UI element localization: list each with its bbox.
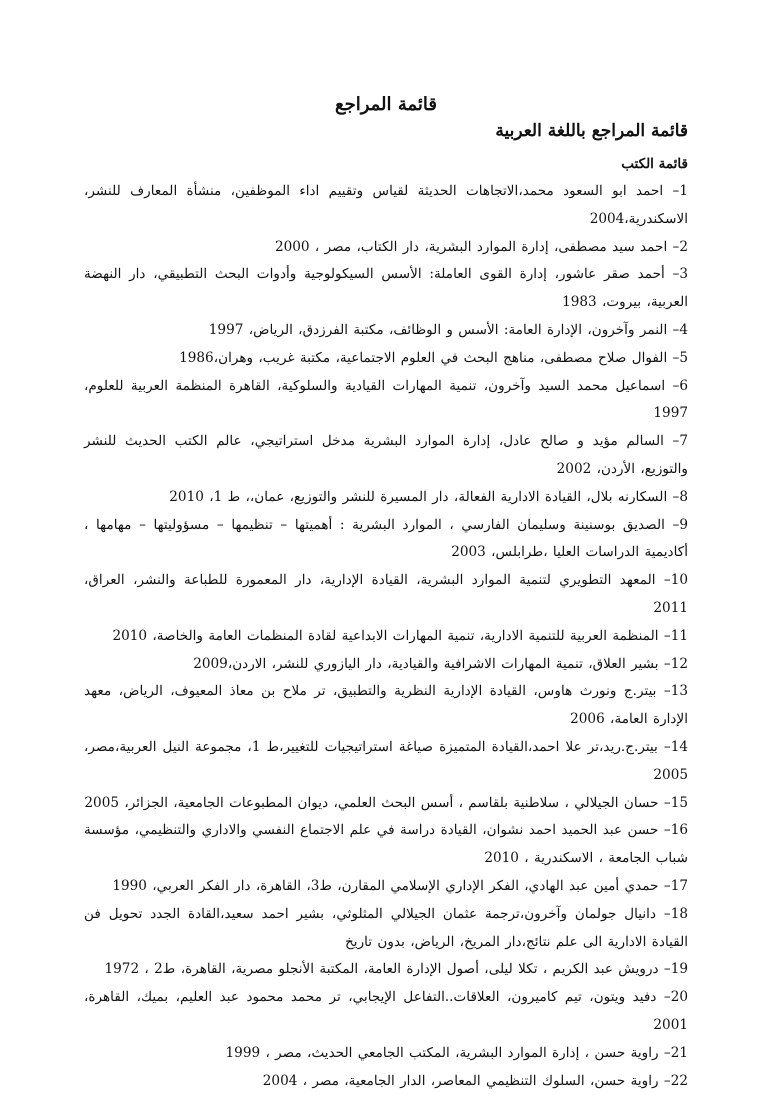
reference-item: 7– السالم مؤيد و صالح عادل، إدارة الموارد البشرية مدخل استراتيجي، عالم الكتب الحديث للنشر والتوزيع، الأردن، 2002 — [84, 428, 688, 484]
page-title: قائمة المراجع — [84, 92, 688, 118]
reference-item: 16– حسن عبد الحميد احمد نشوان، القيادة دراسة في علم الاجتماع النفسي والاداري والتنظيمي، مؤسسة شباب الجامعة ، الاسكندرية ، 2010 — [84, 817, 688, 873]
reference-item: 10– المعهد التطويري لتنمية الموارد البشرية، القيادة الإدارية، دار المعمورة للطباعة والنشر، العراق، 2011 — [84, 567, 688, 623]
reference-item: 3– أحمد صقر عاشور، إدارة القوى العاملة: الأسس السيكولوجية وأدوات البحث التطبيقي، دار النهضة العربية، بيروت، 1983 — [84, 261, 688, 317]
reference-item: 4– النمر وآخرون، الإدارة العامة: الأسس و الوظائف، مكتبة الفرزدق، الرياض، 1997 — [84, 317, 688, 345]
section-heading: قائمة الكتب — [621, 152, 688, 176]
reference-item: 21– راوية حسن ، إدارة الموارد البشرية، المكتب الجامعي الحديث، مصر ، 1999 — [84, 1040, 688, 1068]
reference-item: 12– بشير العلاق، تنمية المهارات الاشرافية والقيادية، دار اليازوري للنشر، الاردن،2009 — [84, 651, 688, 679]
reference-item: 17– حمدي أمين عبد الهادي، الفكر الإداري الإسلامي المقارن، ط3، القاهرة، دار الفكر العربي، 1990 — [84, 873, 688, 901]
reference-item: 11– المنظمة العربية للتنمية الادارية، تنمية المهارات الابداعية لقادة المنظمات العامة والخاصة، 2010 — [84, 623, 688, 651]
reference-item: 15– حسان الجيلالي ، سلاطنية بلقاسم ، أسس البحث العلمي، ديوان المطبوعات الجامعية، الجزائر، 2005 — [84, 790, 688, 818]
reference-item: 19– درويش عبد الكريم ، تكلا ليلى، أصول الإدارة العامة، المكتبة الأنجلو مصرية، القاهرة، ط2 ، 1972 — [84, 956, 688, 984]
reference-item: 1– احمد ابو السعود محمد،الاتجاهات الحديثة لقياس وتقييم اداء الموظفين، منشأة المعارف للنشر، الاسكندرية،2004 — [84, 178, 688, 234]
reference-item: 20– دفيد ويتون، تيم كاميرون، العلاقات..التفاعل الإيجابي، تر محمد محمود عبد العليم، بميك، القاهرة، 2001 — [84, 984, 688, 1040]
page-subtitle: قائمة المراجع باللغة العربية — [495, 118, 688, 144]
reference-item: 14– بيتر.ج.ريد،تر علا احمد،القيادة المتميزة صياغة استراتيجيات للتغيير،ط 1، مجموعة النيل العربية،مصر، 2005 — [84, 734, 688, 790]
reference-item: 22– راوية حسن، السلوك التنظيمي المعاصر، الدار الجامعية، مصر ، 2004 — [84, 1068, 688, 1095]
reference-item: 13– بيتر.ج ونورث هاوس، القيادة الإدارية النظرية والتطبيق، تر ملاح بن معاذ المعيوف، الرياض، معهد الإدارة العامة، 2006 — [84, 678, 688, 734]
reference-item: 5– الفوال صلاح مصطفى، مناهج البحث في العلوم الاجتماعية، مكتبة غريب، وهران،1986 — [84, 345, 688, 373]
document-page — [84, 0, 688, 1024]
reference-item: 6– اسماعيل محمد السيد وآخرون، تنمية المهارات القيادية والسلوكية، القاهرة المنظمة العربية للعلوم، 1997 — [84, 373, 688, 429]
reference-item: 9– الصديق بوسنينة وسليمان الفارسي ، الموارد البشرية : أهميتها – تنظيمها – مسؤوليتها – مهامها ، أكاديمية الدراسات العليا ،طرابلس، 2003 — [84, 512, 688, 568]
reference-item: 18– دانيال جولمان وآخرون،ترجمة عثمان الجيلالي المثلوثي، بشير احمد سعيد،القادة الجدد تحويل فن القيادة الادارية الى علم نتائج،دار المريخ، الرياض، بدون تاريخ — [84, 901, 688, 957]
reference-item: 2– احمد سيد مصطفى، إدارة الموارد البشرية، دار الكتاب، مصر ، 2000 — [84, 234, 688, 262]
reference-item: 8– السكارنه بلال، القيادة الادارية الفعالة، دار المسيرة للنشر والتوزيع، عمان،، ط 1، 2010 — [84, 484, 688, 512]
reference-list — [84, 178, 688, 1095]
